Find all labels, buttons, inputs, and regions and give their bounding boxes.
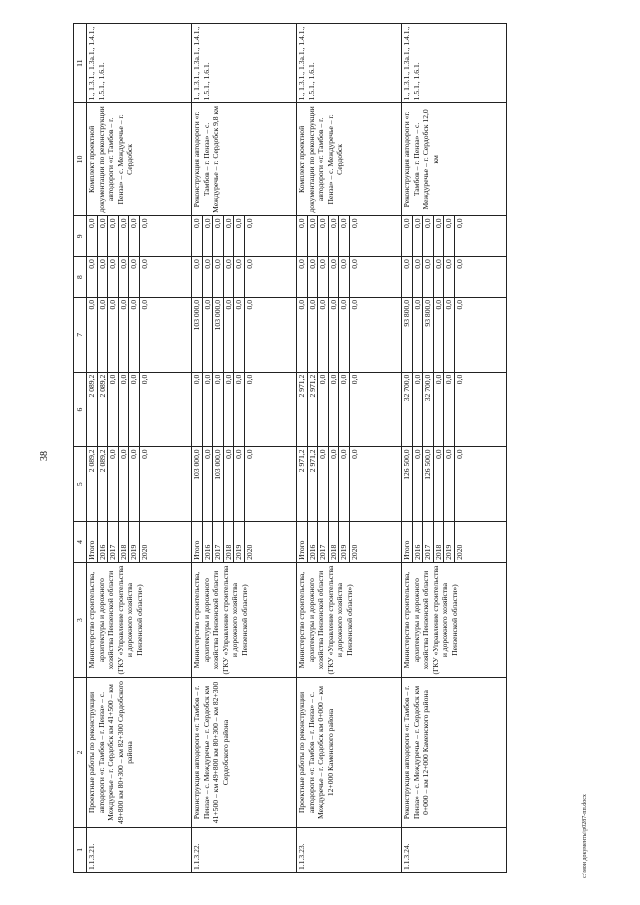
year-cell: Итого: [87, 522, 98, 563]
amount-c5: 0,0: [433, 447, 444, 522]
column-header: 4: [74, 522, 87, 563]
amount-c6: 0,0: [202, 372, 213, 447]
amount-c9: 0,0: [433, 216, 444, 257]
amount-c7: 0,0: [97, 298, 108, 373]
activity-name: Проектные работы по реконструкции автодороги «г. Тамбов – г. Пенза» – с. Междуречье – г. Сердобск км 0+000 – км 12+000 Каменского района: [296, 678, 401, 827]
year-cell: 2018: [328, 522, 339, 563]
year-cell: 2017: [108, 522, 119, 563]
expected-result: Реконструкция автодороги «г. Тамбов – г. Пенза» – с. Междуречье – г. Сердобск 9,8 км: [191, 103, 296, 216]
footer-file-path: c:\мои документы\р0287-пп.docx: [582, 794, 588, 878]
amount-c6: 0,0: [139, 372, 191, 447]
amount-c6: 0,0: [444, 372, 455, 447]
amount-c7: 0,0: [454, 298, 506, 373]
amount-c9: 0,0: [234, 216, 245, 257]
page-number: 38: [39, 451, 50, 461]
expected-result: Реконструкция автодороги «г. Тамбов – г. Пенза» – с. Междуречье – г. Сердобск 12,0 км: [401, 103, 506, 216]
amount-c9: 0,0: [108, 216, 119, 257]
amount-c9: 0,0: [223, 216, 234, 257]
amount-c9: 0,0: [328, 216, 339, 257]
amount-c9: 0,0: [307, 216, 318, 257]
amount-c7: 0,0: [296, 298, 307, 373]
amount-c6: 2 971,2: [307, 372, 318, 447]
year-cell: Итого: [296, 522, 307, 563]
amount-c6: 0,0: [234, 372, 245, 447]
indicator-codes: 1., 1.3.1., 1.3а.1., 1.4.1., 1.5.1., 1.6.1.: [191, 24, 296, 103]
amount-c6: 0,0: [454, 372, 506, 447]
amount-c8: 0,0: [87, 257, 98, 298]
amount-c6: 0,0: [349, 372, 401, 447]
amount-c9: 0,0: [454, 216, 506, 257]
amount-c5: 0,0: [139, 447, 191, 522]
amount-c7: 0,0: [328, 298, 339, 373]
program-table-rotated: [73, 23, 603, 873]
table-row: [296, 24, 307, 873]
year-cell: 2017: [318, 522, 329, 563]
amount-c8: 0,0: [454, 257, 506, 298]
amount-c9: 0,0: [401, 216, 412, 257]
amount-c5: 2 971,2: [296, 447, 307, 522]
amount-c7: 0,0: [223, 298, 234, 373]
amount-c6: 0,0: [108, 372, 119, 447]
amount-c9: 0,0: [129, 216, 140, 257]
table-row: [191, 24, 202, 873]
year-cell: 2020: [139, 522, 191, 563]
amount-c6: 0,0: [328, 372, 339, 447]
amount-c7: 0,0: [349, 298, 401, 373]
amount-c7: 0,0: [318, 298, 329, 373]
amount-c9: 0,0: [296, 216, 307, 257]
amount-c6: 0,0: [118, 372, 129, 447]
expected-result: Комплект проектной документации по реконструкции автодороги «г. Тамбов – г. Пенза» – с. Междуречье – г. Сердобск: [296, 103, 401, 216]
amount-c8: 0,0: [118, 257, 129, 298]
amount-c6: 0,0: [339, 372, 350, 447]
amount-c5: 0,0: [412, 447, 423, 522]
amount-c9: 0,0: [202, 216, 213, 257]
indicator-codes: 1., 1.3.1., 1.3а.1., 1.4.1., 1.5.1., 1.6.1.: [401, 24, 506, 103]
indicator-codes: 1., 1.3.1., 1.3а.1., 1.4.1., 1.5.1., 1.6.1.: [296, 24, 401, 103]
amount-c8: 0,0: [244, 257, 296, 298]
amount-c6: 32 700,0: [423, 372, 434, 447]
amount-c9: 0,0: [318, 216, 329, 257]
amount-c9: 0,0: [339, 216, 350, 257]
amount-c5: 0,0: [444, 447, 455, 522]
column-header: 6: [74, 372, 87, 447]
amount-c7: 0,0: [118, 298, 129, 373]
amount-c5: 126 500,0: [423, 447, 434, 522]
amount-c5: 0,0: [318, 447, 329, 522]
amount-c7: 0,0: [87, 298, 98, 373]
year-cell: 2016: [412, 522, 423, 563]
amount-c5: 126 500,0: [401, 447, 412, 522]
amount-c7: 0,0: [433, 298, 444, 373]
amount-c8: 0,0: [139, 257, 191, 298]
activity-code: 1.1.3.21.: [87, 827, 192, 872]
year-cell: 2020: [454, 522, 506, 563]
amount-c7: 0,0: [129, 298, 140, 373]
amount-c7: 0,0: [339, 298, 350, 373]
amount-c7: 0,0: [412, 298, 423, 373]
amount-c5: 0,0: [349, 447, 401, 522]
year-cell: 2017: [423, 522, 434, 563]
year-cell: 2017: [213, 522, 224, 563]
amount-c8: 0,0: [423, 257, 434, 298]
column-header: 9: [74, 216, 87, 257]
amount-c7: 0,0: [139, 298, 191, 373]
amount-c6: 2 971,2: [296, 372, 307, 447]
amount-c6: 0,0: [412, 372, 423, 447]
amount-c5: 0,0: [339, 447, 350, 522]
amount-c8: 0,0: [401, 257, 412, 298]
amount-c6: 32 700,0: [401, 372, 412, 447]
amount-c5: 0,0: [108, 447, 119, 522]
executor-name: Министерство строительства, архитектуры и дорожного хозяйства Пензенской области (ГКУ «Управление строительства и дорожного хозяйства Пензенской области»): [87, 562, 192, 677]
column-header: 11: [74, 24, 87, 103]
amount-c8: 0,0: [97, 257, 108, 298]
year-cell: 2018: [118, 522, 129, 563]
amount-c8: 0,0: [349, 257, 401, 298]
table-row: [401, 24, 412, 873]
amount-c8: 0,0: [444, 257, 455, 298]
amount-c7: 103 000,0: [213, 298, 224, 373]
year-cell: 2019: [234, 522, 245, 563]
executor-name: Министерство строительства, архитектуры и дорожного хозяйства Пензенской области (ГКУ «Управление строительства и дорожного хозяйства Пензенской области»): [401, 562, 506, 677]
amount-c9: 0,0: [97, 216, 108, 257]
amount-c6: 0,0: [129, 372, 140, 447]
amount-c5: 0,0: [202, 447, 213, 522]
amount-c6: 0,0: [191, 372, 202, 447]
amount-c5: 103 000,0: [191, 447, 202, 522]
amount-c6: 2 089,2: [97, 372, 108, 447]
activity-name: Реконструкция автодороги «г. Тамбов – г. Пенза» – с. Междуречье – г. Сердобск км 0+000 – км 12+000 Каменского района: [401, 678, 506, 827]
amount-c9: 0,0: [139, 216, 191, 257]
program-table: [73, 23, 507, 873]
amount-c9: 0,0: [444, 216, 455, 257]
amount-c5: 0,0: [129, 447, 140, 522]
expected-result: Комплект проектной документации по реконструкции автодороги «г. Тамбов – г. Пенза» – с. Междуречье – г. Сердобск: [87, 103, 192, 216]
amount-c8: 0,0: [108, 257, 119, 298]
column-header: 10: [74, 103, 87, 216]
year-cell: Итого: [191, 522, 202, 563]
column-header: 1: [74, 827, 87, 872]
amount-c5: 0,0: [234, 447, 245, 522]
amount-c5: 2 089,2: [87, 447, 98, 522]
amount-c6: 0,0: [213, 372, 224, 447]
amount-c5: 2 089,2: [97, 447, 108, 522]
amount-c8: 0,0: [234, 257, 245, 298]
amount-c8: 0,0: [339, 257, 350, 298]
amount-c6: 0,0: [433, 372, 444, 447]
activity-code: 1.1.3.22.: [191, 827, 296, 872]
column-header: 8: [74, 257, 87, 298]
amount-c7: 103 000,0: [191, 298, 202, 373]
column-header: 2: [74, 678, 87, 827]
amount-c9: 0,0: [87, 216, 98, 257]
amount-c5: 2 971,2: [307, 447, 318, 522]
amount-c7: 0,0: [202, 298, 213, 373]
amount-c9: 0,0: [412, 216, 423, 257]
table-row: [87, 24, 98, 873]
year-cell: 2016: [307, 522, 318, 563]
amount-c5: 0,0: [118, 447, 129, 522]
amount-c7: 0,0: [234, 298, 245, 373]
year-cell: 2020: [244, 522, 296, 563]
year-cell: 2018: [433, 522, 444, 563]
column-header: 7: [74, 298, 87, 373]
amount-c6: 2 089,2: [87, 372, 98, 447]
amount-c5: 0,0: [223, 447, 234, 522]
amount-c6: 0,0: [223, 372, 234, 447]
column-header: 3: [74, 562, 87, 677]
amount-c8: 0,0: [202, 257, 213, 298]
column-header: 5: [74, 447, 87, 522]
column-number-row: [74, 24, 87, 873]
amount-c6: 0,0: [244, 372, 296, 447]
indicator-codes: 1., 1.3.1., 1.3а.1., 1.4.1., 1.5.1., 1.6.1.: [87, 24, 192, 103]
amount-c8: 0,0: [213, 257, 224, 298]
amount-c8: 0,0: [328, 257, 339, 298]
amount-c8: 0,0: [129, 257, 140, 298]
amount-c5: 0,0: [244, 447, 296, 522]
table-body: [87, 24, 507, 873]
amount-c8: 0,0: [307, 257, 318, 298]
year-cell: Итого: [401, 522, 412, 563]
amount-c7: 0,0: [444, 298, 455, 373]
amount-c9: 0,0: [423, 216, 434, 257]
amount-c5: 0,0: [328, 447, 339, 522]
amount-c6: 0,0: [318, 372, 329, 447]
amount-c5: 103 000,0: [213, 447, 224, 522]
executor-name: Министерство строительства, архитектуры и дорожного хозяйства Пензенской области (ГКУ «Управление строительства и дорожного хозяйства Пензенской области»): [191, 562, 296, 677]
amount-c5: 0,0: [454, 447, 506, 522]
year-cell: 2016: [97, 522, 108, 563]
year-cell: 2019: [444, 522, 455, 563]
activity-name: Реконструкция автодороги «г. Тамбов – г. Пенза» – с. Междуречье – г. Сердобск км 41+500 – км 49+800 км 80+300 – км 82+300 Сердобского района: [191, 678, 296, 827]
amount-c8: 0,0: [433, 257, 444, 298]
amount-c9: 0,0: [191, 216, 202, 257]
year-cell: 2019: [339, 522, 350, 563]
amount-c8: 0,0: [296, 257, 307, 298]
amount-c7: 0,0: [108, 298, 119, 373]
activity-name: Проектные работы по реконструкции автодороги «г. Тамбов – г. Пенза» – с. Междуречье – г. Сердобск км 41+500 – км 49+800 км 80+300 – км 82+300 Сердобского района: [87, 678, 192, 827]
amount-c9: 0,0: [213, 216, 224, 257]
year-cell: 2019: [129, 522, 140, 563]
amount-c7: 0,0: [307, 298, 318, 373]
amount-c8: 0,0: [412, 257, 423, 298]
amount-c9: 0,0: [244, 216, 296, 257]
amount-c7: 0,0: [244, 298, 296, 373]
amount-c9: 0,0: [349, 216, 401, 257]
amount-c8: 0,0: [223, 257, 234, 298]
amount-c8: 0,0: [318, 257, 329, 298]
year-cell: 2020: [349, 522, 401, 563]
executor-name: Министерство строительства, архитектуры и дорожного хозяйства Пензенской области (ГКУ «Управление строительства и дорожного хозяйства Пензенской области»): [296, 562, 401, 677]
year-cell: 2018: [223, 522, 234, 563]
activity-code: 1.1.3.23.: [296, 827, 401, 872]
amount-c7: 93 800,0: [401, 298, 412, 373]
amount-c8: 0,0: [191, 257, 202, 298]
amount-c7: 93 800,0: [423, 298, 434, 373]
year-cell: 2016: [202, 522, 213, 563]
activity-code: 1.1.3.24.: [401, 827, 506, 872]
amount-c9: 0,0: [118, 216, 129, 257]
